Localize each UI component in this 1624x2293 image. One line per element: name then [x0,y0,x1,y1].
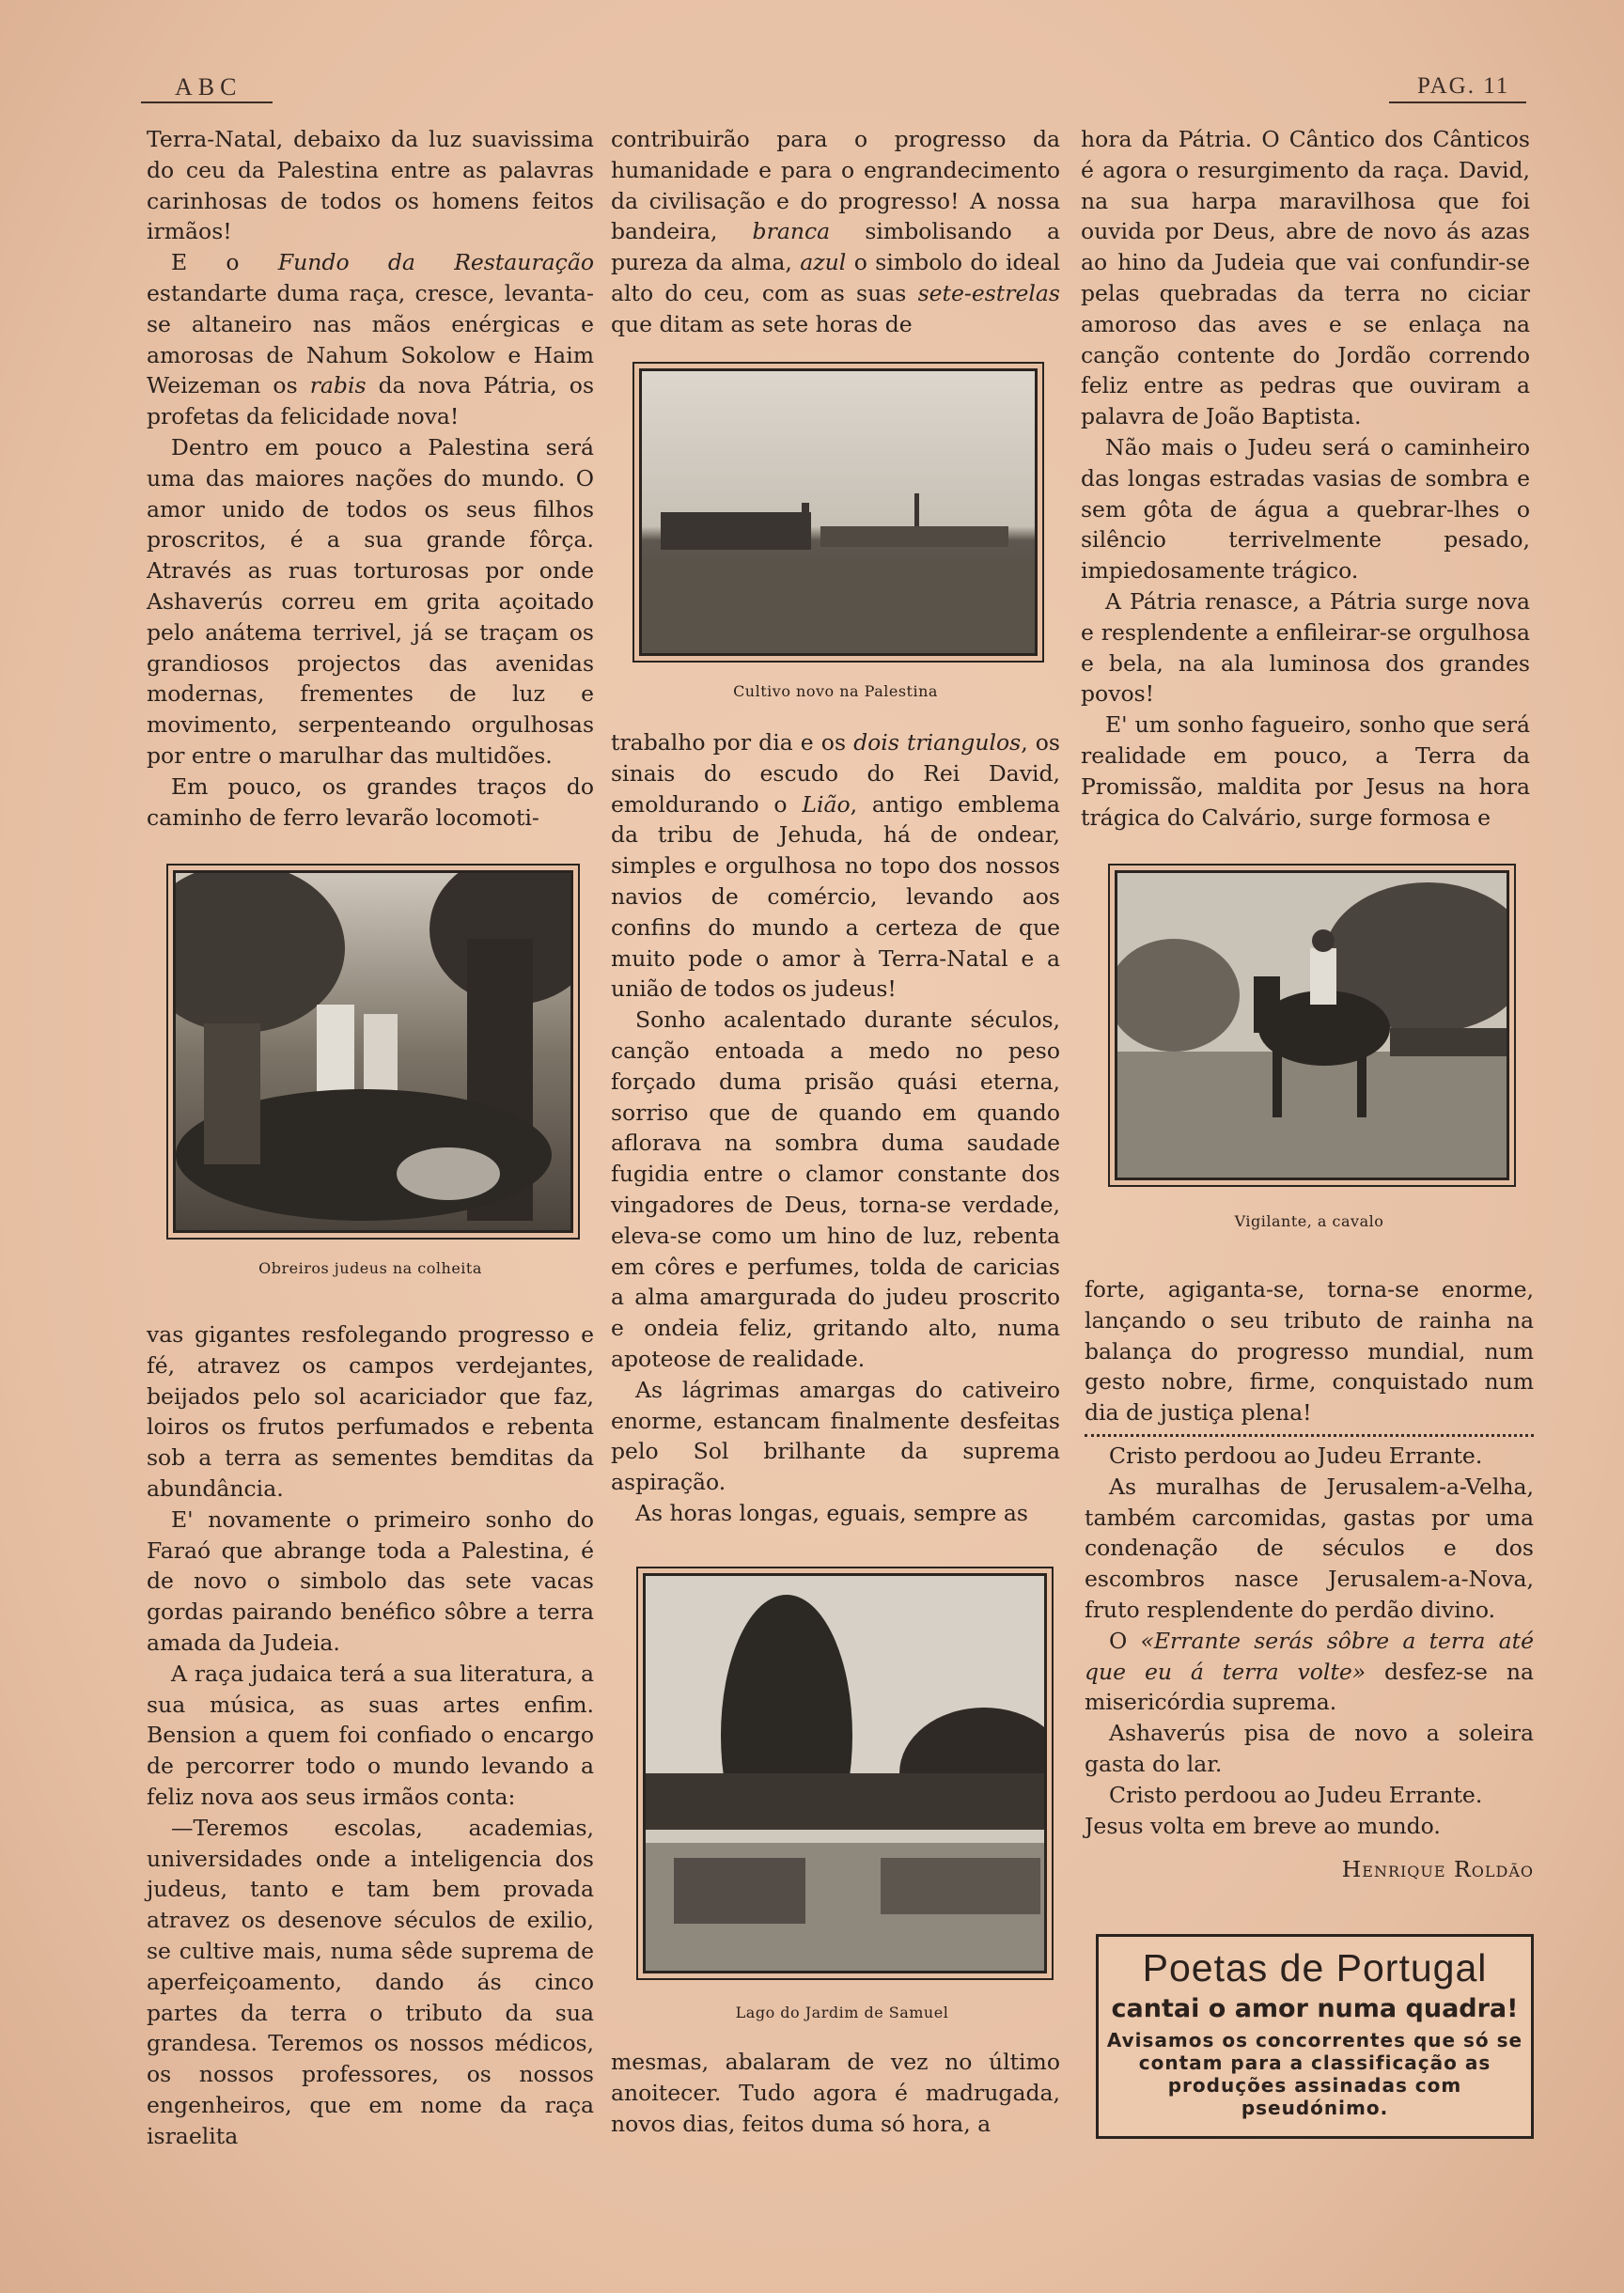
paragraph: Sonho acalentado durante séculos, canção entoada a medo no peso forçado duma prisão quási eterna, sorriso que de quando em quando aflorava na sombra duma saudade fugidia entre o clamor constante dos vingadores de Deus, torna-se verdade, eleva-se como um hino de luz, rebenta em côres e perfumes, tolda de caricias a alma amargurada do judeu proscrito e ondeia feliz, gritando alto, numa apoteose de realidade. [611,1006,1060,1372]
rider-photo-image [1117,873,1507,1178]
caption-rider: Vigilante, a cavalo [1234,1212,1384,1230]
paragraph: Em pouco, os grandes traços do caminho de ferro levarão locomoti- [147,772,594,831]
column-2-middle [611,727,1060,1529]
paragraph: E o Fundo da Restauração estandarte duma raça, cresce, levanta-se altaneiro nas mãos enérgicas e amorosas de Nahum Sokolow e Haim Weizeman os rabis da nova Pátria, os profetas da felicidade nova! [147,249,595,430]
paragraph: As muralhas de Jerusalem-a-Velha, também carcomidas, gastas por uma condenação de séculos e dos escombros nasce Jerusalem-a-Nova, fruto resplendente do perdão divino. [1085,1473,1534,1623]
paragraph: As horas longas, eguais, sempre as [635,1499,1028,1526]
paragraph: Jesus volta em breve ao mundo. [1085,1812,1441,1839]
paragraph: A Pátria renasce, a Pátria surge nova e resplendente a enfileirar-se orgulhosa e bela, na ala luminosa dos grandes povos! [1081,587,1530,708]
notice-body: Avisamos os concorrentes que só se contam para a classificação as produções assinadas com pseudónimo. [1106,2029,1523,2119]
paragraph: Cristo perdoou ao Judeu Errante. [1109,1442,1483,1469]
paragraph: —Teremos escolas, academias, universidades onde a inteligencia dos judeus, tanto e tam bem provada atravez os desenove séculos de exilio, se cultive mais, numa sêde suprema de aperfeiçoamento, dando ás cinco partes da terra o tributo da sua grandesa. Teremos os nossos médicos, os nossos professores, os nossos engenheiros, que em nome da raça israelita [147,1814,594,2149]
paragraph: A raça judaica terá a sua literatura, a sua música, as suas artes enfim. Bension a quem foi confiado o encargo de percorrer todo o mundo levando a feliz nova aos seus irmãos conta: [147,1660,594,1810]
column-3-top [1081,124,1530,833]
paragraph: E' um sonho fagueiro, sonho que será realidade em pouco, a Terra da Promissão, maldita por Jesus na hora trágica do Calvário, surge formosa e [1081,711,1530,831]
photo-rider [1115,870,1509,1180]
column-1-top [147,124,594,833]
column-2-top [611,124,1060,340]
author-signature: Henrique Roldão [1341,1856,1534,1883]
photo-field [639,368,1038,656]
notice-title: Poetas de Portugal [1142,1946,1488,1989]
paragraph: E' novamente o primeiro sonho do Faraó que abrange toda a Palestina, é de novo o simbolo das sete vacas gordas pairando benéfico sôbre a terra amada da Judeia. [147,1505,594,1656]
header-rule-right [1389,101,1526,103]
paragraph: O «Errante serás sôbre a terra até que eu á terra volte» desfez-se na misericórdia suprema. [1085,1627,1534,1716]
harvest-photo-image [176,873,570,1230]
paragraph: As lágrimas amargas do cativeiro enorme, estancam finalmente desfeitas pelo Sol brilhante da suprema aspiração. [611,1376,1060,1496]
caption-harvest: Obreiros judeus na colheita [258,1259,482,1277]
header-rule-left [141,101,273,103]
paragraph: contribuirão para o progresso da humanidade e para o engrandecimento da civilisação e do progresso! A nossa bandeira, branca simbolisando a pureza da alma, azul o simbolo do ideal alto do ceu, com as suas sete-estrelas que ditam as sete horas de [611,126,1060,337]
paragraph: Dentro em pouco a Palestina será uma das maiores nações do mundo. O amor unido de todos os seus filhos proscritos, é a sua grande fôrça. Através as ruas torturosas por onde Ashaverús correu em grita açoitado pelo anátema terrivel, já se traçam os grandiosos projectos das avenidas modernas, frementes de luz e movimento, serpenteando orgulhosas por entre o marulhar das multidões. [147,433,594,769]
paragraph: hora da Pátria. O Cântico dos Cânticos é agora o resurgimento da raça. David, na sua harpa maravilhosa que foi ouvida por Deus, abre de novo ás azas ao hino da Judeia que vai confundir-se pelas quebradas da terra no ciciar amoroso das aves e se enlaça na canção contente do Jordão correndo feliz entre as pedras que ouviram a palavra de João Baptista. [1081,126,1530,430]
caption-lake: Lago do Jardim de Samuel [735,2004,949,2021]
lake-photo-image [646,1576,1044,1971]
notice-subtitle: cantai o amor numa quadra! [1111,1994,1519,2023]
paragraph: Terra-Natal, debaixo da luz suavissima do ceu da Palestina entre as palavras carinhosas de todos os homens feitos irmãos! [147,126,594,245]
page-number: PAG. 11 [1417,73,1510,99]
magazine-name: ABC [175,73,242,101]
paragraph: forte, agiganta-se, torna-se enorme, lançando o seu tributo de rainha na balança do progresso mundial, num gesto nobre, firme, conquistado num dia de justiça plena! [1085,1276,1534,1427]
column-1-bottom [147,1319,594,2152]
photo-lake [643,1573,1047,1973]
column-2-bottom [611,2047,1060,2139]
paragraph: trabalho por dia e os dois triangulos, os sinais do escudo do Rei David, emoldurando o Lião, antigo emblema da tribu de Jehuda, há de ondear, simples e orgulhosa no topo dos nossos navios de comércio, levando aos confins do mundo a certeza de que muito pode o amor à Terra-Natal e a união de todos os judeus! [611,729,1060,1003]
dotted-separator [1085,1434,1534,1437]
photo-harvest [173,870,573,1233]
caption-field: Cultivo novo na Palestina [733,682,938,700]
paragraph: Cristo perdoou ao Judeu Errante. [1109,1781,1483,1808]
paragraph: Ashaverús pisa de novo a soleira gasta do lar. [1085,1720,1534,1777]
poetry-contest-notice [1096,1934,1534,2139]
paragraph: Não mais o Judeu será o caminheiro das longas estradas vasias de sombra e sem gôta de água a quebrar-lhes o silêncio terrivelmente pesado, impiedosamente trágico. [1081,433,1530,585]
field-photo-image [642,371,1035,653]
paragraph: mesmas, abalaram de vez no último anoitecer. Tudo agora é madrugada, novos dias, feitos duma só hora, a [611,2049,1060,2137]
column-3-bottom [1085,1274,1534,1885]
paragraph: vas gigantes resfolegando progresso e fé, atravez os campos verdejantes, beijados pelo sol acariciador que faz, loiros os frutos perfumados e rebenta sob a terra as sementes bemditas da abundância. [147,1321,594,1502]
